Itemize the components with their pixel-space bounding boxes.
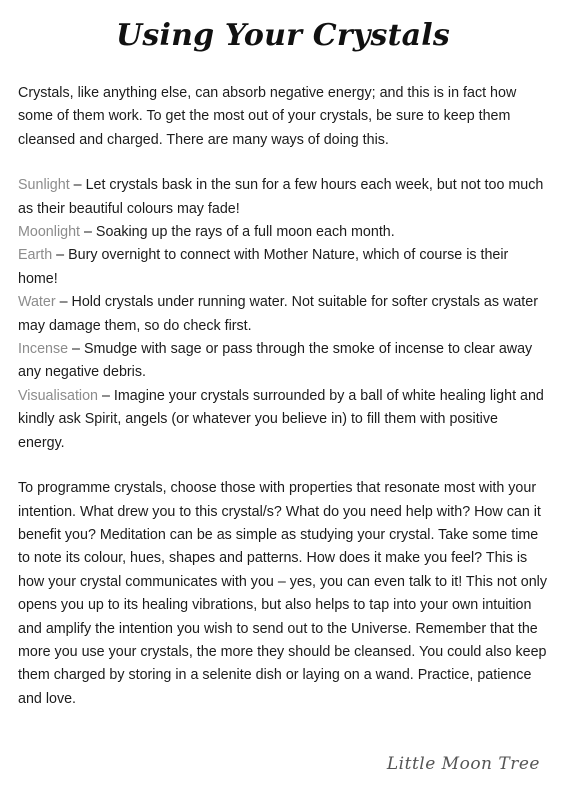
method-name: Water bbox=[18, 294, 56, 311]
cleansing-methods-list bbox=[18, 174, 548, 455]
method-item-earth bbox=[18, 244, 548, 291]
method-item-water bbox=[18, 291, 548, 338]
method-separator: – bbox=[98, 387, 114, 404]
method-name: Earth bbox=[18, 247, 53, 264]
method-item-sunlight bbox=[18, 174, 548, 221]
method-description: Smudge with sage or pass through the smoke of incense to clear away any negative debris. bbox=[18, 341, 533, 381]
method-item-visualisation bbox=[18, 385, 548, 455]
method-name: Moonlight bbox=[18, 224, 80, 241]
method-name: Incense bbox=[18, 341, 69, 358]
method-name: Visualisation bbox=[18, 387, 99, 404]
intro-paragraph: Crystals, like anything else, can absorb negative energy; and this is in fact how some of them work. To get the most out of your crystals, be sure to keep them cleansed and charged. There are many ways of doing this. bbox=[18, 85, 517, 148]
method-item-incense bbox=[18, 338, 548, 385]
method-separator: – bbox=[68, 341, 84, 358]
method-name: Sunlight bbox=[18, 177, 70, 194]
method-separator: – bbox=[52, 247, 69, 264]
signature-logo: Little Moon Tree bbox=[386, 754, 540, 774]
method-description: Soaking up the rays of a full moon each month. bbox=[95, 224, 395, 241]
method-description: Imagine your crystals surrounded by a ball of white healing light and kindly ask Spirit, angels (or whatever you believe in) to fill them with positive energy. bbox=[18, 387, 544, 451]
method-item-moonlight bbox=[18, 221, 548, 244]
programme-paragraph: To programme crystals, choose those with properties that resonate most with your intention. What drew you to this crystal/s? What do you need help with? How can it benefit you? Meditation can be as simple as studying your crystal. Take some time to note its colour, hues, shapes and patterns. How does it make you feel? This is how your crystal communicates with you – yes, you can even talk to it! This not only opens you up to its healing vibrations, but also helps to tap into your own intuition and amplify the intention you wish to send out to the Universe. Remember that the more you use your crystals, the more they should be cleansed. You could also keep them charged by storing in a selenite dish or laying on a wand. Practice, patience and love. bbox=[18, 480, 547, 707]
method-separator: – bbox=[55, 294, 72, 311]
method-separator: – bbox=[80, 224, 96, 241]
page-title: Using Your Crystals bbox=[116, 18, 450, 53]
method-description: Bury overnight to connect with Mother Nature, which of course is their home! bbox=[18, 247, 509, 287]
method-description: Hold crystals under running water. Not suitable for softer crystals as water may damage them, so do check first. bbox=[18, 294, 538, 334]
method-separator: – bbox=[69, 177, 86, 194]
method-description: Let crystals bask in the sun for a few hours each week, but not too much as their beautiful colours may fade! bbox=[18, 177, 544, 217]
